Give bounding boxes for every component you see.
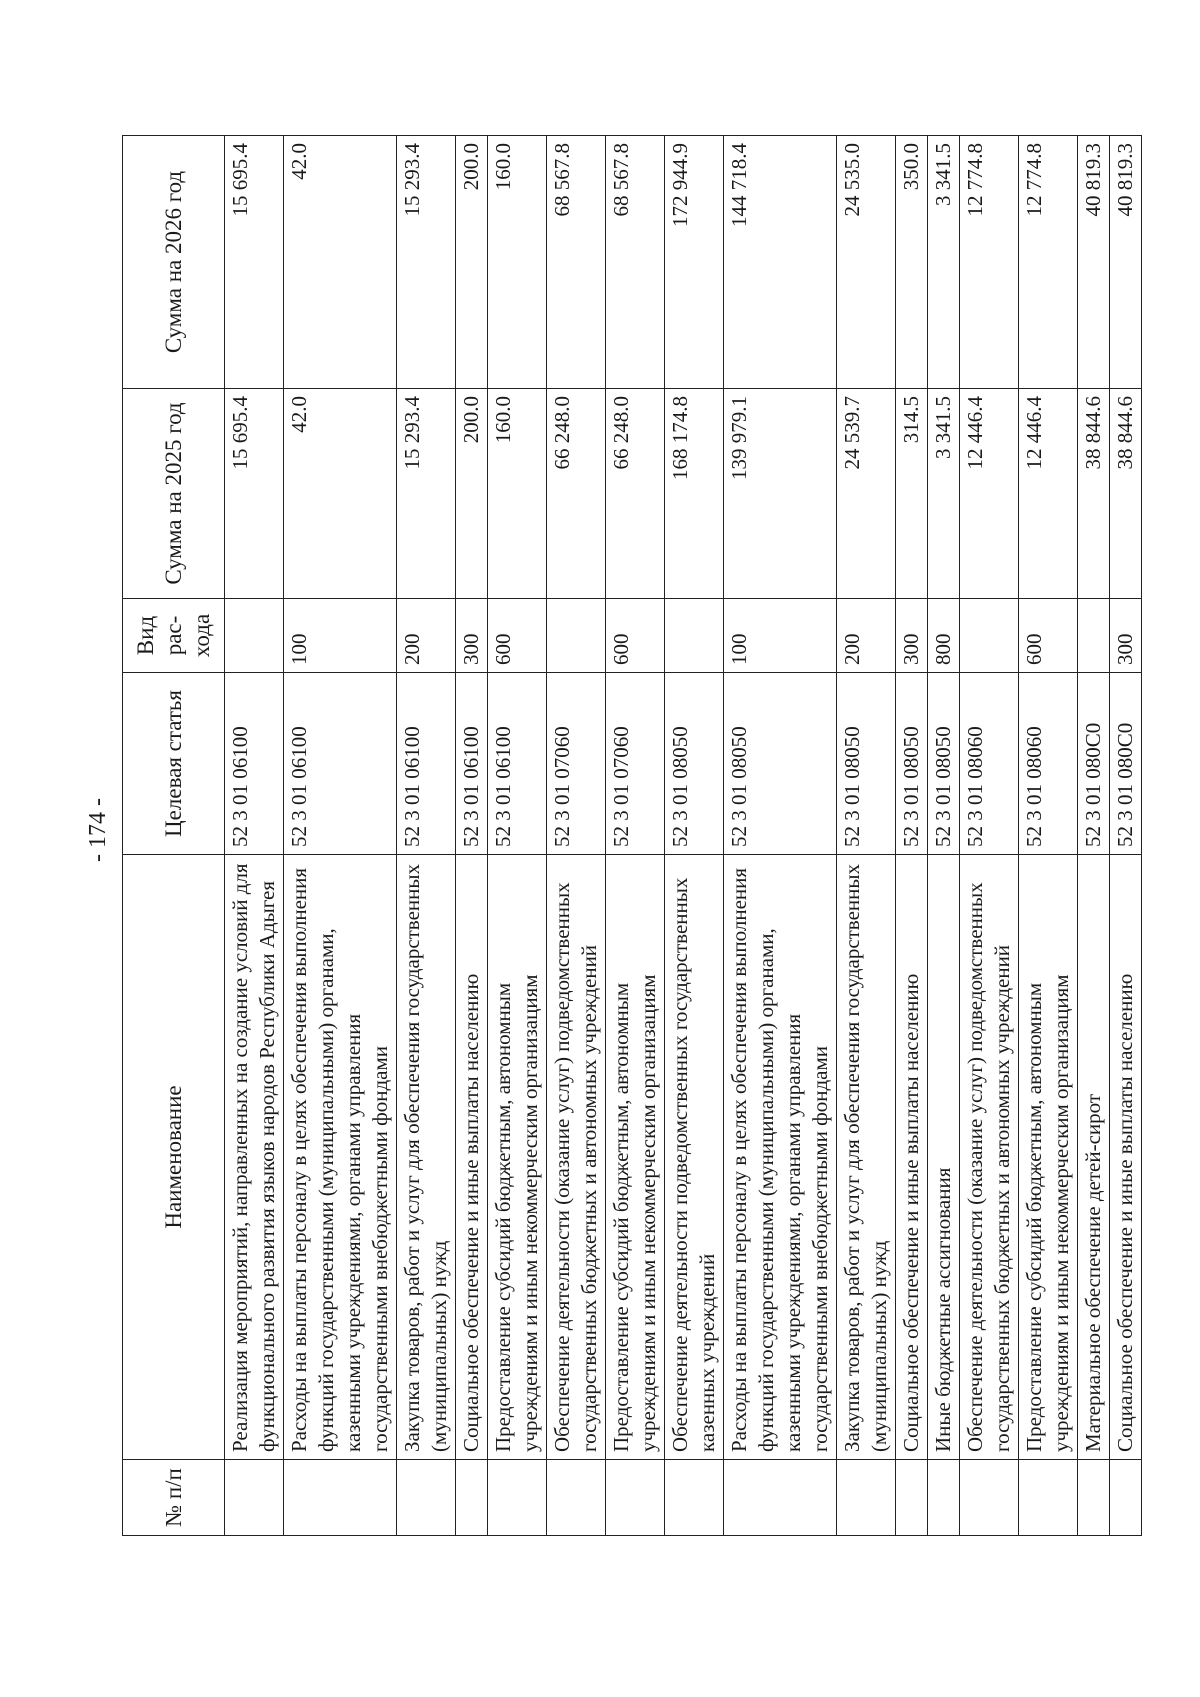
cell-expense-type: 800 bbox=[928, 599, 960, 673]
header-sum-2025: Сумма на 2025 год bbox=[123, 389, 225, 599]
header-target-article: Целевая статья bbox=[123, 673, 225, 855]
table-row bbox=[1019, 136, 1078, 1536]
cell-sum-2026: 42.0 bbox=[284, 136, 397, 389]
table-row bbox=[547, 136, 606, 1536]
cell-sum-2026: 40 819.3 bbox=[1078, 136, 1110, 389]
cell-sum-2025: 38 844.6 bbox=[1078, 389, 1110, 599]
table-row bbox=[606, 136, 665, 1536]
cell-expense-type bbox=[547, 599, 606, 673]
cell-sum-2026: 68 567.8 bbox=[547, 136, 606, 389]
cell-sum-2026: 12 774.8 bbox=[960, 136, 1019, 389]
cell-sum-2025: 139 979.1 bbox=[724, 389, 837, 599]
table-row bbox=[397, 136, 456, 1536]
cell-sum-2026: 144 718.4 bbox=[724, 136, 837, 389]
cell-name: Социальное обеспечение и иные выплаты населению bbox=[456, 855, 488, 1460]
cell-name: Закупка товаров, работ и услуг для обеспечения государственных (муниципальных) нужд bbox=[837, 855, 896, 1460]
cell-name: Социальное обеспечение и иные выплаты населению bbox=[896, 855, 928, 1460]
cell-expense-type bbox=[665, 599, 724, 673]
table-row bbox=[928, 136, 960, 1536]
cell-number bbox=[397, 1460, 456, 1536]
cell-target-article: 52 3 01 08050 bbox=[928, 673, 960, 855]
cell-name: Обеспечение деятельности (оказание услуг) подведомственных государственных бюджетных и автономных учреждений bbox=[547, 855, 606, 1460]
cell-expense-type: 300 bbox=[896, 599, 928, 673]
table-row bbox=[837, 136, 896, 1536]
cell-target-article: 52 3 01 06100 bbox=[284, 673, 397, 855]
cell-sum-2026: 200.0 bbox=[456, 136, 488, 389]
cell-number bbox=[606, 1460, 665, 1536]
cell-sum-2026: 68 567.8 bbox=[606, 136, 665, 389]
table-row bbox=[225, 136, 284, 1536]
cell-expense-type: 100 bbox=[284, 599, 397, 673]
cell-expense-type: 600 bbox=[488, 599, 547, 673]
cell-sum-2025: 66 248.0 bbox=[606, 389, 665, 599]
cell-expense-type: 200 bbox=[837, 599, 896, 673]
cell-expense-type: 300 bbox=[1110, 599, 1142, 673]
cell-target-article: 52 3 01 080C0 bbox=[1110, 673, 1142, 855]
cell-sum-2026: 15 293.4 bbox=[397, 136, 456, 389]
cell-target-article: 52 3 01 08050 bbox=[665, 673, 724, 855]
cell-name: Расходы на выплаты персоналу в целях обеспечения выполнения функций государственными (муниципальными) органами, казенными учреждениями, органами управления государственными внебюджетными фондами bbox=[724, 855, 837, 1460]
cell-expense-type: 100 bbox=[724, 599, 837, 673]
cell-sum-2025: 3 341.5 bbox=[928, 389, 960, 599]
cell-target-article: 52 3 01 07060 bbox=[606, 673, 665, 855]
cell-target-article: 52 3 01 08050 bbox=[724, 673, 837, 855]
cell-target-article: 52 3 01 06100 bbox=[225, 673, 284, 855]
cell-expense-type: 200 bbox=[397, 599, 456, 673]
header-number: № п/п bbox=[123, 1460, 225, 1536]
cell-name: Предоставление субсидий бюджетным, автономным учреждениям и иным некоммерческим организациям bbox=[606, 855, 665, 1460]
cell-expense-type bbox=[960, 599, 1019, 673]
budget-table bbox=[122, 135, 1142, 1536]
header-sum-2026: Сумма на 2026 год bbox=[123, 136, 225, 389]
cell-target-article: 52 3 01 08060 bbox=[1019, 673, 1078, 855]
cell-sum-2025: 15 695.4 bbox=[225, 389, 284, 599]
cell-name: Реализация мероприятий, направленных на создание условий для функционального развития языков народов Республики Адыгея bbox=[225, 855, 284, 1460]
cell-name: Материальное обеспечение детей-сирот bbox=[1078, 855, 1110, 1460]
cell-sum-2025: 160.0 bbox=[488, 389, 547, 599]
table-row bbox=[284, 136, 397, 1536]
cell-number bbox=[960, 1460, 1019, 1536]
cell-sum-2025: 314.5 bbox=[896, 389, 928, 599]
cell-name: Обеспечение деятельности подведомственных государственных казенных учреждений bbox=[665, 855, 724, 1460]
cell-sum-2025: 42.0 bbox=[284, 389, 397, 599]
cell-sum-2026: 40 819.3 bbox=[1110, 136, 1142, 389]
cell-sum-2026: 3 341.5 bbox=[928, 136, 960, 389]
cell-sum-2026: 15 695.4 bbox=[225, 136, 284, 389]
cell-target-article: 52 3 01 08050 bbox=[896, 673, 928, 855]
table-row bbox=[665, 136, 724, 1536]
cell-target-article: 52 3 01 06100 bbox=[456, 673, 488, 855]
cell-target-article: 52 3 01 06100 bbox=[488, 673, 547, 855]
cell-name: Социальное обеспечение и иные выплаты населению bbox=[1110, 855, 1142, 1460]
cell-sum-2026: 350.0 bbox=[896, 136, 928, 389]
cell-expense-type bbox=[1078, 599, 1110, 673]
cell-sum-2025: 66 248.0 bbox=[547, 389, 606, 599]
cell-number bbox=[1110, 1460, 1142, 1536]
cell-sum-2026: 172 944.9 bbox=[665, 136, 724, 389]
cell-expense-type: 600 bbox=[1019, 599, 1078, 673]
cell-number bbox=[1019, 1460, 1078, 1536]
cell-name: Иные бюджетные ассигнования bbox=[928, 855, 960, 1460]
budget-table-container bbox=[122, 136, 1137, 1536]
cell-target-article: 52 3 01 06100 bbox=[397, 673, 456, 855]
cell-sum-2025: 12 446.4 bbox=[1019, 389, 1078, 599]
cell-name: Закупка товаров, работ и услуг для обеспечения государственных (муниципальных) нужд bbox=[397, 855, 456, 1460]
cell-expense-type: 300 bbox=[456, 599, 488, 673]
cell-expense-type bbox=[225, 599, 284, 673]
header-name: Наименование bbox=[123, 855, 225, 1460]
cell-name: Предоставление субсидий бюджетным, автономным учреждениям и иным некоммерческим организациям bbox=[488, 855, 547, 1460]
table-row bbox=[896, 136, 928, 1536]
cell-number bbox=[837, 1460, 896, 1536]
cell-target-article: 52 3 01 07060 bbox=[547, 673, 606, 855]
table-header-row bbox=[123, 136, 225, 1536]
cell-number bbox=[896, 1460, 928, 1536]
cell-sum-2025: 168 174.8 bbox=[665, 389, 724, 599]
cell-expense-type: 600 bbox=[606, 599, 665, 673]
cell-number bbox=[724, 1460, 837, 1536]
cell-target-article: 52 3 01 08060 bbox=[960, 673, 1019, 855]
header-expense-type: Вид рас-хода bbox=[123, 599, 225, 673]
cell-sum-2025: 15 293.4 bbox=[397, 389, 456, 599]
table-row bbox=[1110, 136, 1142, 1536]
cell-number bbox=[547, 1460, 606, 1536]
cell-sum-2025: 38 844.6 bbox=[1110, 389, 1142, 599]
cell-name: Расходы на выплаты персоналу в целях обеспечения выполнения функций государственными (муниципальными) органами, казенными учреждениями, органами управления государственными внебюджетными фондами bbox=[284, 855, 397, 1460]
cell-sum-2026: 12 774.8 bbox=[1019, 136, 1078, 389]
table-row bbox=[960, 136, 1019, 1536]
table-row bbox=[724, 136, 837, 1536]
cell-name: Обеспечение деятельности (оказание услуг) подведомственных государственных бюджетных и автономных учреждений bbox=[960, 855, 1019, 1460]
cell-sum-2025: 12 446.4 bbox=[960, 389, 1019, 599]
cell-number bbox=[665, 1460, 724, 1536]
cell-number bbox=[1078, 1460, 1110, 1536]
cell-number bbox=[488, 1460, 547, 1536]
cell-number bbox=[284, 1460, 397, 1536]
cell-number bbox=[225, 1460, 284, 1536]
cell-name: Предоставление субсидий бюджетным, автономным учреждениям и иным некоммерческим организациям bbox=[1019, 855, 1078, 1460]
cell-number bbox=[928, 1460, 960, 1536]
table-row bbox=[456, 136, 488, 1536]
cell-sum-2026: 160.0 bbox=[488, 136, 547, 389]
cell-target-article: 52 3 01 08050 bbox=[837, 673, 896, 855]
table-row bbox=[488, 136, 547, 1536]
cell-target-article: 52 3 01 080C0 bbox=[1078, 673, 1110, 855]
cell-sum-2025: 200.0 bbox=[456, 389, 488, 599]
cell-number bbox=[456, 1460, 488, 1536]
cell-sum-2026: 24 535.0 bbox=[837, 136, 896, 389]
table-row bbox=[1078, 136, 1110, 1536]
page-number: - 174 - bbox=[85, 798, 111, 862]
table-body bbox=[225, 136, 1142, 1536]
cell-sum-2025: 24 539.7 bbox=[837, 389, 896, 599]
